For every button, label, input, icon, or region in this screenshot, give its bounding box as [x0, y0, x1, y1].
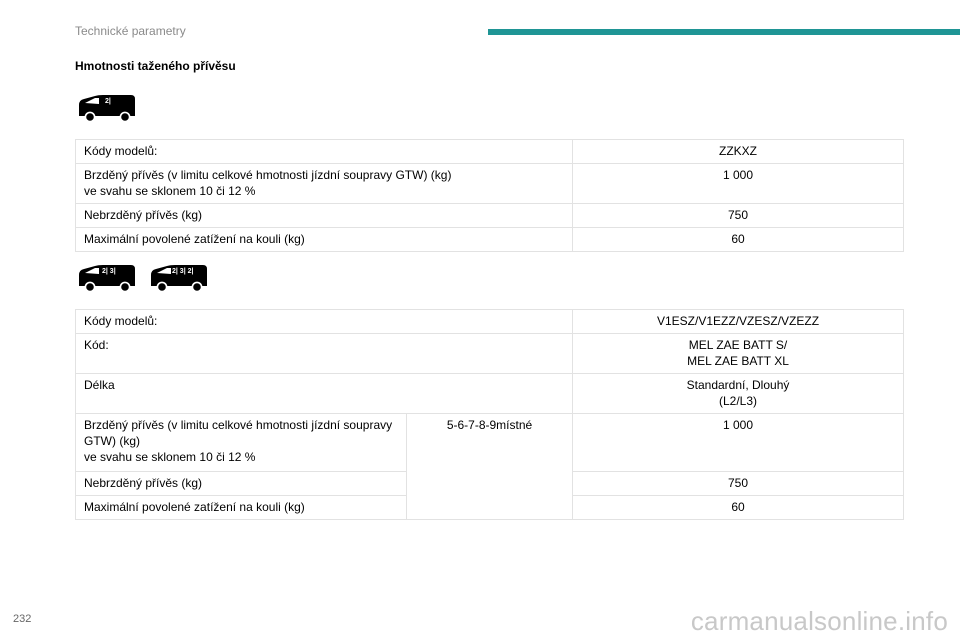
header-accent-bar — [488, 29, 960, 35]
table-row — [76, 414, 904, 472]
seat-row-label: 2| 3| 2| — [172, 268, 194, 275]
row-label: Délka — [76, 374, 573, 414]
van-icon-group-1 — [75, 92, 137, 124]
table-row — [76, 204, 904, 228]
row-value: 750 — [573, 204, 904, 228]
van-icon — [147, 262, 209, 294]
weights-table-1 — [75, 139, 904, 252]
row-value: ZZKXZ — [573, 140, 904, 164]
van-icon — [75, 262, 137, 294]
weights-table-2 — [75, 309, 904, 520]
seats-cell: 5-6-7-8-9místné — [407, 414, 573, 520]
row-value: 1 000 — [573, 414, 904, 472]
row-value: 60 — [573, 496, 904, 520]
table-row — [76, 140, 904, 164]
seat-row-label: 2| — [105, 98, 111, 105]
page-heading: Hmotnosti taženého přívěsu — [75, 59, 236, 73]
van-icon — [75, 92, 137, 124]
table-row — [76, 164, 904, 204]
row-label: Maximální povolené zatížení na kouli (kg) — [76, 228, 573, 252]
row-label: Brzděný přívěs (v limitu celkové hmotnosti jízdní soupravy GTW) (kg) ve svahu se sklonem 10 či 12 % — [76, 414, 407, 472]
page-number: 232 — [13, 613, 32, 625]
table-row — [76, 228, 904, 252]
seat-row-label: 2| 3| — [102, 268, 116, 275]
table-row — [76, 374, 904, 414]
row-value: Standardní, Dlouhý (L2/L3) — [573, 374, 904, 414]
row-value: MEL ZAE BATT S/ MEL ZAE BATT XL — [573, 334, 904, 374]
row-label: Kódy modelů: — [76, 140, 573, 164]
table-row — [76, 310, 904, 334]
row-label: Maximální povolené zatížení na kouli (kg) — [76, 496, 407, 520]
table-row — [76, 334, 904, 374]
row-value: 1 000 — [573, 164, 904, 204]
row-value: V1ESZ/V1EZZ/VZESZ/VZEZZ — [573, 310, 904, 334]
row-label: Kódy modelů: — [76, 310, 573, 334]
van-icon-group-2 — [75, 262, 209, 294]
watermark: carmanualsonline.info — [690, 606, 948, 636]
section-label: Technické parametry — [75, 24, 186, 38]
row-label: Kód: — [76, 334, 573, 374]
row-label: Nebrzděný přívěs (kg) — [76, 204, 573, 228]
row-label: Brzděný přívěs (v limitu celkové hmotnosti jízdní soupravy GTW) (kg) ve svahu se sklonem 10 či 12 % — [76, 164, 573, 204]
row-value: 60 — [573, 228, 904, 252]
row-label: Nebrzděný přívěs (kg) — [76, 472, 407, 496]
row-value: 750 — [573, 472, 904, 496]
